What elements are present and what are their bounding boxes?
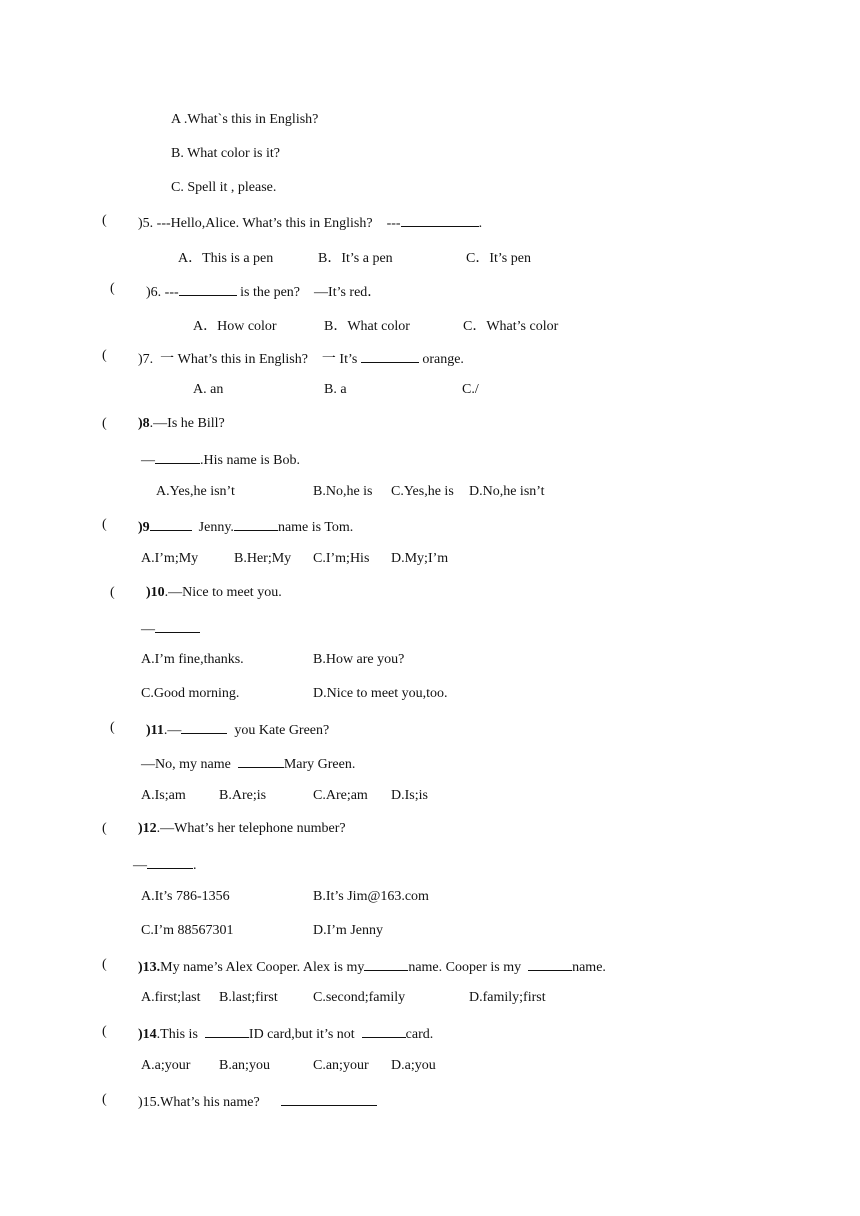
blank [238,754,284,768]
answer-paren: ( [102,517,107,532]
question-stem: )10.—Nice to meet you. [146,585,282,600]
option-a: A.Yes,he isn’t [156,484,235,499]
answer-paren: ( [102,416,107,431]
blank [528,957,572,971]
question-stem: )9 Jenny. name is Tom. [138,517,353,536]
question-stem: )8.—Is he Bill? [138,416,225,431]
answer-paren: ( [110,720,115,735]
option-a: A.I’m fine,thanks. [141,652,244,667]
option-c: C.I’m 88567301 [141,923,234,938]
answer-paren: ( [110,585,115,600]
option-b: B. a [324,382,347,397]
question-stem: )13.My name’s Alex Cooper. Alex is my name. Cooper is my name. [138,957,606,976]
option-b: B.Are;is [219,788,267,803]
blank [155,450,200,464]
option-c: C．It’s pen [466,251,531,266]
question-stem: )5. ---Hello,Alice. What’s this in English? --- . [138,213,482,232]
answer-line: —No, my name Mary Green. [141,754,355,773]
option-c: C.I’m;His [313,551,370,566]
q4-option-c: C. Spell it , please. [171,180,277,195]
option-c: C．What’s color [463,319,559,334]
option-b: B.an;you [219,1058,270,1073]
blank [147,855,193,869]
answer-line: — [141,619,200,638]
blank [401,213,479,227]
option-d: D.a;you [391,1058,436,1073]
option-c: C.an;your [313,1058,369,1073]
option-b: B.Her;My [234,551,292,566]
option-b: B．It’s a pen [318,251,393,266]
blank [364,957,408,971]
option-c: C.second;family [313,990,406,1005]
answer-paren: ( [110,281,115,296]
option-d: D.I’m Jenny [313,923,383,938]
blank [361,349,419,363]
answer-paren: ( [102,348,107,363]
question-stem: )6. --- is the pen? —It’s red． [146,281,381,301]
q4-option-a: A .What`s this in English? [171,112,319,127]
option-a: A.It’s 786-1356 [141,889,230,904]
option-b: B．What color [324,319,410,334]
answer-line: — .His name is Bob. [141,450,300,469]
option-d: D.Nice to meet you,too. [313,686,448,701]
option-a: A.Is;am [141,788,186,803]
option-b: B.last;first [219,990,278,1005]
option-a: A．This is a pen [178,251,274,266]
option-c: C.Yes,he is [391,484,454,499]
question-stem: )7. 一 What’s this in English? 一 It’s orange. [138,348,464,368]
option-a: A．How color [193,319,277,334]
answer-paren: ( [102,821,107,836]
option-a: A.I’m;My [141,551,199,566]
option-c: C.Good morning. [141,686,240,701]
answer-paren: ( [102,957,107,972]
answer-paren: ( [102,1024,107,1039]
blank [234,517,278,531]
question-stem: )14.This is ID card,but it’s not card. [138,1024,433,1043]
option-a: A. an [193,382,224,397]
blank [181,720,227,734]
blank [205,1024,249,1038]
blank [150,517,192,531]
option-b: B.How are you? [313,652,405,667]
answer-line: — . [133,855,197,874]
option-d: D.family;first [469,990,546,1005]
answer-paren: ( [102,213,107,228]
option-b: B.It’s Jim@163.com [313,889,429,904]
option-d: D.No,he isn’t [469,484,545,499]
option-d: D.My;I’m [391,551,449,566]
option-a: A.first;last [141,990,201,1005]
answer-paren: ( [102,1092,107,1107]
blank [179,282,237,296]
question-stem: )12.—What’s her telephone number? [138,821,346,836]
blank [281,1092,377,1106]
question-stem: )11.— you Kate Green? [146,720,329,739]
blank [155,619,200,633]
option-a: A.a;your [141,1058,191,1073]
option-d: D.Is;is [391,788,428,803]
blank [362,1024,406,1038]
option-c: C./ [462,382,479,397]
question-stem: )15.What’s his name? [138,1092,377,1111]
q4-option-b: B. What color is it? [171,146,280,161]
option-c: C.Are;am [313,788,368,803]
option-b: B.No,he is [313,484,373,499]
